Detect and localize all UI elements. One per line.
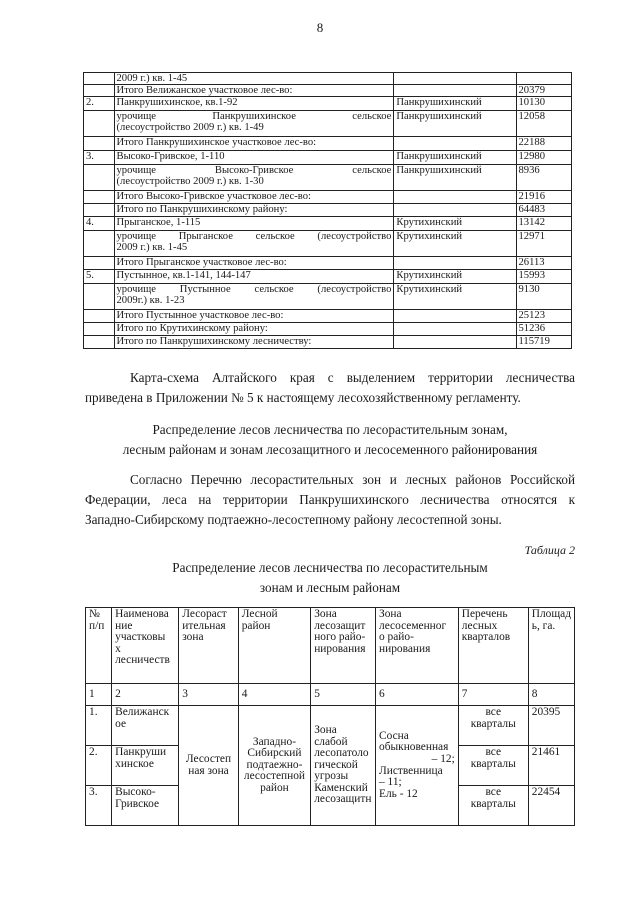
table-label: Таблица 2	[524, 543, 575, 557]
header-cell: Площад ь, га.	[528, 608, 574, 684]
forest-areas-table	[83, 72, 572, 349]
row-number	[84, 73, 115, 85]
column-number: 1	[86, 684, 112, 706]
column-number: 8	[528, 684, 574, 706]
table-cell: Итого по Крутихинскому району:	[114, 323, 394, 336]
row-number: 2.	[84, 97, 115, 111]
forest-zone: Лесостеп ная зона	[179, 706, 238, 826]
table-cell: 9130	[516, 284, 572, 310]
quarters-list: все кварталы	[458, 746, 528, 786]
column-number: 5	[311, 684, 376, 706]
header-cell: Перечень лесных кварталов	[458, 608, 528, 684]
page-number: 8	[316, 20, 324, 35]
table-cell: 26113	[516, 257, 572, 270]
table-cell: Высоко-Гривское, 1-110	[114, 151, 394, 165]
column-number: 4	[238, 684, 310, 706]
table-cell: 22188	[516, 137, 572, 151]
table-cell: урочище Прыганское сельское (лесоустройство 2009 г.) кв. 1-45	[114, 231, 394, 257]
table-cell: 12058	[516, 111, 572, 137]
table-cell: 51236	[516, 323, 572, 336]
protection-zone: Зона слабой лесопатоло гической угрозы Каменский лесозащитн	[311, 706, 376, 826]
section-heading-line1: Распределение лесов лесничества по лесорастительным зонам,	[152, 422, 508, 437]
table-cell: 13142	[516, 217, 572, 231]
table-cell: Панкрушихинский	[394, 151, 516, 165]
forest-district: Западно- Сибирский подтаежно- лесостепной район	[238, 706, 310, 826]
table-title-line2: зонам и лесным районам	[259, 580, 401, 595]
table-cell: 15993	[516, 270, 572, 284]
table-cell: 64483	[516, 204, 572, 217]
table-cell: урочище Высоко-Гривское сельское (лесоустройство 2009 г.) кв. 1-30	[114, 165, 394, 191]
table-title-line1: Распределение лесов лесничества по лесорастительным	[172, 560, 488, 575]
table-cell: Итого по Панкрушихинскому лесничеству:	[114, 336, 394, 349]
paragraph-zones-line2: Федерации, леса на территории Панкрушихинского лесничества относятся к	[85, 492, 575, 507]
paragraph-zones-line1: Согласно Перечню лесорастительных зон и лесных районов Российской	[130, 472, 575, 487]
table-cell: 8936	[516, 165, 572, 191]
table-cell: Итого по Панкрушихинскому району:	[114, 204, 394, 217]
seed-zone: Сосна обыкновенная – 12; Лиственница – 11; Ель - 12	[376, 706, 459, 826]
table-cell: Панкрушихинский	[394, 111, 516, 137]
table-cell: Крутихинский	[394, 231, 516, 257]
area-value: 22454	[528, 786, 574, 826]
table-cell: 12980	[516, 151, 572, 165]
area-value: 21461	[528, 746, 574, 786]
zones-table	[85, 607, 575, 826]
column-number: 6	[376, 684, 459, 706]
table-cell: Итого Панкрушихинское участковое лес-во:	[114, 137, 394, 151]
table-cell: Итого Велижанское участковое лес-во:	[114, 85, 394, 97]
table-cell: Панкрушихинский	[394, 97, 516, 111]
header-cell: № п/п	[86, 608, 112, 684]
column-number: 2	[112, 684, 179, 706]
row-number: 2.	[86, 746, 112, 786]
quarters-list: все кварталы	[458, 786, 528, 826]
table-cell: 25123	[516, 310, 572, 323]
row-number: 5.	[84, 270, 115, 284]
paragraph-zones-line3: Западно-Сибирскому подтаежно-лесостепному району лесостепной зоны.	[85, 512, 502, 527]
table-cell: Панкрушихинское, кв.1-92	[114, 97, 394, 111]
table-cell: 21916	[516, 191, 572, 204]
row-number: 3.	[86, 786, 112, 826]
column-number: 7	[458, 684, 528, 706]
forestry-name: Высоко- Гривское	[112, 786, 179, 826]
table-cell: Итого Пустынное участковое лес-во:	[114, 310, 394, 323]
header-cell: Зона лесосеменног о райо- нирования	[376, 608, 459, 684]
area-value: 20395	[528, 706, 574, 746]
table-cell: 10130	[516, 97, 572, 111]
paragraph-map-line1: Карта-схема Алтайского края с выделением территории лесничества	[130, 370, 575, 385]
table-cell: Прыганское, 1-115	[114, 217, 394, 231]
row-number: 1.	[86, 706, 112, 746]
table-cell: 115719	[516, 336, 572, 349]
table-cell: Пустынное, кв.1-141, 144-147	[114, 270, 394, 284]
table-cell: Панкрушихинский	[394, 165, 516, 191]
table-cell: 20379	[516, 85, 572, 97]
table-cell: 12971	[516, 231, 572, 257]
row-number: 3.	[84, 151, 115, 165]
table-cell: Крутихинский	[394, 217, 516, 231]
header-cell: Зона лесозащит ного райо- нирования	[311, 608, 376, 684]
table-cell: Крутихинский	[394, 284, 516, 310]
table-cell: Итого Прыганское участковое лес-во:	[114, 257, 394, 270]
table-cell: Итого Высоко-Гривское участковое лес-во:	[114, 191, 394, 204]
table-cell: урочище Панкрушихинское сельское (лесоустройство 2009 г.) кв. 1-49	[114, 111, 394, 137]
forestry-name: Велижанск ое	[112, 706, 179, 746]
table-cell: Крутихинский	[394, 270, 516, 284]
header-cell: Наименова ние участковы х лесничеств	[112, 608, 179, 684]
row-number: 4.	[84, 217, 115, 231]
quarters-list: все кварталы	[458, 706, 528, 746]
header-cell: Лесораст ительная зона	[179, 608, 238, 684]
section-heading-line2: лесным районам и зонам лесозащитного и лесосеменного районирования	[122, 442, 538, 457]
forestry-name: Панкруши хинское	[112, 746, 179, 786]
column-number: 3	[179, 684, 238, 706]
table-cell: урочище Пустынное сельское (лесоустройство 2009г.) кв. 1-23	[114, 284, 394, 310]
table-cell: 2009 г.) кв. 1-45	[114, 73, 394, 85]
paragraph-map-line2: приведена в Приложении № 5 к настоящему лесохозяйственному регламенту.	[85, 390, 521, 405]
header-cell: Лесной район	[238, 608, 310, 684]
